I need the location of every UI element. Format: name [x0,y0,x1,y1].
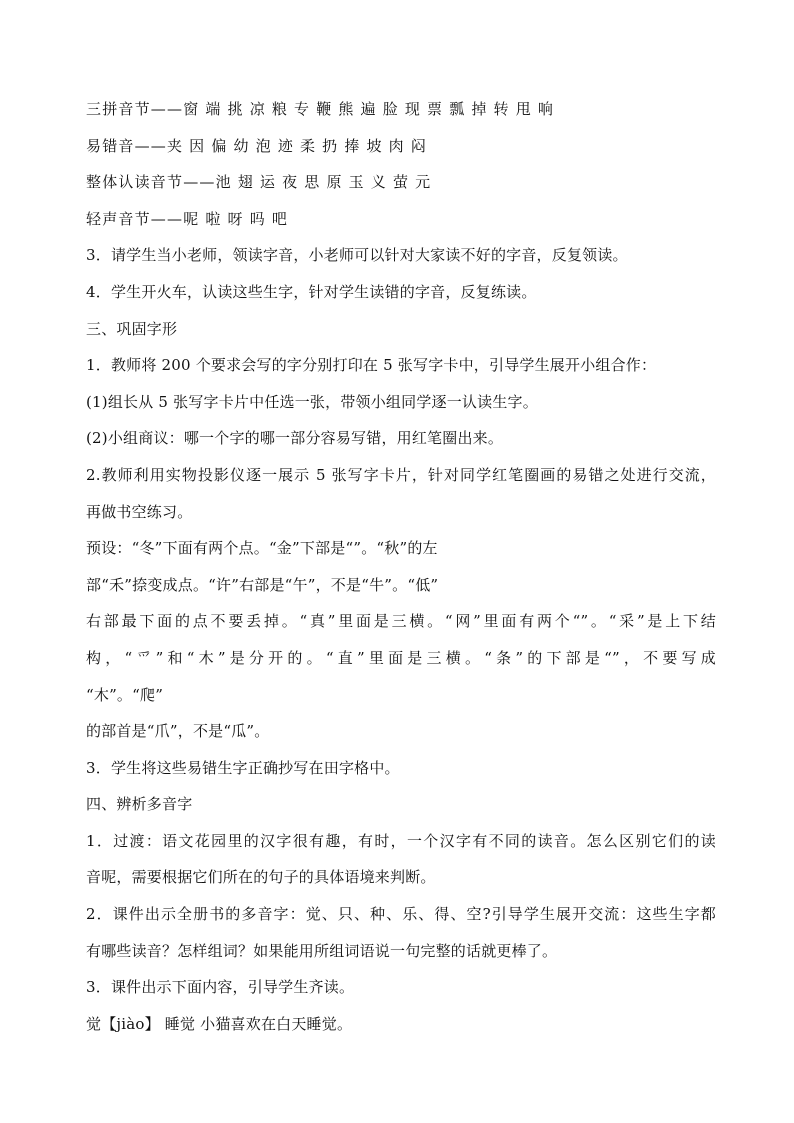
paragraph-line: 1．过渡：语文花园里的汉字很有趣，有时，一个汉字有不同的读音。怎么区别它们的读 [86,831,716,850]
paragraph-line: 觉【jiào】 睡觉 小猫喜欢在白天睡觉。 [86,1014,353,1033]
error-prone-sounds-line: 易错音——夹 因 偏 幼 泡 迹 柔 扔 捧 坡 肉 闷 [86,136,428,155]
three-pinyin-syllables-line: 三拼音节——窗 端 挑 凉 粮 专 鞭 熊 遍 脸 现 票 瓢 掉 转 甩 响 [86,100,555,118]
paragraph-line: (2)小组商议：哪一个字的哪一部分容易写错，用红笔圈出来。 [86,429,504,448]
paragraph-line: 部“禾”捺变成点。“许”右部是“午”，不是“牛”。“低” [86,575,439,594]
neutral-tone-syllables-line: 轻声音节——呢 啦 呀 吗 吧 [86,209,289,228]
paragraph-line: 预设：“冬”下面有两个点。“金”下部是“”。“秋”的左 [86,539,438,558]
paragraph-line: 的部首是“爪”，不是“瓜”。 [86,722,270,741]
paragraph-line: 1．教师将 200 个要求会写的字分别打印在 5 张写字卡中，引导学生展开小组合作： [86,356,657,375]
paragraph-line: 2．课件出示全册书的多音字：觉、只、种、乐、得、空?引导学生展开交流：这些生字都 [86,905,716,924]
document-body [86,91,716,1042]
paragraph-line: 3．请学生当小老师，领读字音，小老师可以针对大家读不好的字音，反复领读。 [86,246,628,265]
section-heading: 四、辨析多音字 [86,795,193,814]
paragraph-line: (1)组长从 5 张写字卡片中任选一张，带领小组同学逐一认读生字。 [86,392,538,411]
paragraph-line: 右部最下面的点不要丢掉。“真”里面是三横。“网”里面有两个“”。“采”是上下结 [86,612,716,631]
paragraph-line: 有哪些读音？怎样组词？如果能用所组词语说一句完整的话就更棒了。 [86,941,558,960]
paragraph-line: 4．学生开火车，认读这些生字，针对学生读错的字音，反复练读。 [86,282,537,301]
paragraph-line: “木”。“爬” [86,685,164,704]
paragraph-line: 2.教师利用实物投影仪逐一展示 5 张写字卡片，针对同学红笔圈画的易错之处进行交流， [86,465,716,484]
paragraph-line: 3．课件出示下面内容，引导学生齐读。 [86,978,355,997]
paragraph-line: 构，“爫”和“木”是分开的。“直”里面是三横。“条”的下部是“”，不要写成 [86,648,716,667]
section-heading: 三、巩固字形 [86,319,178,338]
whole-read-syllables-line: 整体认读音节——池 翅 运 夜 思 原 玉 义 萤 元 [86,173,432,192]
paragraph-line: 再做书空练习。 [86,502,193,521]
paragraph-line: 音呢，需要根据它们所在的句子的具体语境来判断。 [86,868,436,887]
paragraph-line: 3．学生将这些易错生字正确抄写在田字格中。 [86,758,400,777]
